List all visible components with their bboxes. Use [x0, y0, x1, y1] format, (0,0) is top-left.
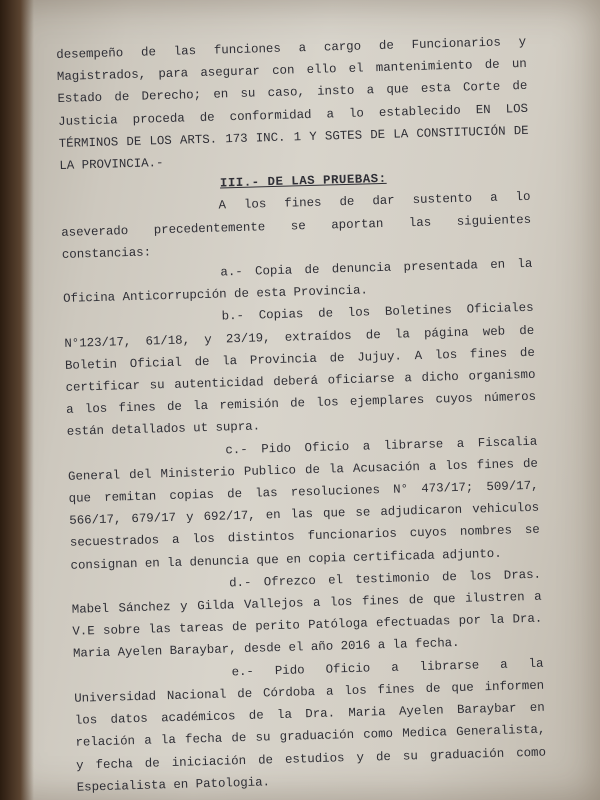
opening-paragraph: [56, 31, 530, 177]
text-line: 566/17, 679/17 y 692/17, en las que se adjudicaron vehiculos: [69, 500, 540, 529]
text-line: aseverado precedentemente se aportan las siguientes: [61, 212, 532, 240]
text-line: a.- Copia de denuncia presentada en la: [220, 256, 533, 280]
text-line: Boletin Oficial de la Provincia de Jujuy. A los fines de: [64, 345, 535, 373]
text-line: N°123/17, 61/18, y 23/19, extraídos de la página web de: [64, 323, 535, 351]
item-d: [71, 564, 543, 666]
desk-edge: [0, 0, 34, 800]
text-line: b.- Copias de los Boletines Oficiales: [221, 301, 534, 324]
text-line: V.E sobre las tareas de perito Patóloga efectuadas por la Dra.: [72, 611, 543, 640]
text-line: Justicia proceda de conformidad a lo establecido EN LOS: [57, 101, 529, 129]
text-line: Magistrados, para asegurar con ello el mantenimiento de un: [56, 57, 527, 85]
text-line: y fecha de iniciación de estudios y de su graduación como: [75, 745, 547, 773]
text-line: están detallados ut supra.: [66, 419, 261, 440]
text-line: los datos académicos de la Dra. Maria Ayelen Baraybar en: [74, 700, 545, 728]
item-b: [63, 297, 537, 443]
text-line: Maria Ayelen Baraybar, desde el año 2016 a la fecha.: [72, 636, 460, 662]
text-line: Universidad Nacional de Córdoba a los fines de que informen: [74, 678, 545, 706]
text-line: constancias:: [61, 245, 152, 262]
text-line: relación a la fecha de su graduación como Medica Generalista,: [75, 722, 546, 751]
text-line: Especialista en Patologia.: [76, 775, 271, 795]
text-line: d.- Ofrezco el testimonio de los Dras.: [228, 567, 542, 591]
text-line: Mabel Sánchez y Gilda Vallejos a los fines de que ilustren a: [71, 589, 542, 617]
document-body: [56, 31, 547, 799]
text-line: c.- Pido Oficio a librarse a Fiscalia: [225, 434, 538, 458]
text-line: Estado de Derecho; en su caso, insto a que esta Corte de: [57, 79, 528, 107]
text-line: TÉRMINOS DE LOS ARTS. 173 INC. 1 Y SGTES DE LA CONSTITUCIÓN DE: [58, 123, 529, 151]
text-line: consignan en la denuncia que en copia certificada adjunto.: [70, 546, 502, 573]
text-line: secuestrados a los distintos funcionarios cuyos nombres se: [69, 523, 540, 551]
item-e: [73, 652, 547, 798]
text-line: General del Ministerio Publico de la Acusación a los fines de: [67, 456, 539, 484]
section-heading: III.- DE LAS PRUEBAS:: [219, 172, 387, 191]
text-line: LA PROVINCIA.-: [59, 156, 164, 173]
text-line: desempeño de las funciones a cargo de Funcionarios y: [56, 34, 527, 62]
text-line: Oficina Anticorrupción de esta Provincia.: [62, 283, 369, 307]
item-c: [67, 430, 541, 576]
text-line: que remitan copias de las resoluciones N° 473/17; 509/17,: [68, 478, 539, 506]
text-line: e.- Pido Oficio a librarse a la: [231, 656, 544, 680]
text-line: a los fines de la remisión de los ejemplares cuyos números: [66, 389, 537, 418]
text-line: A los fines de dar sustento a lo: [218, 190, 531, 213]
text-line: certificar su autenticidad deberá oficiarse a dicho organismo: [65, 367, 536, 395]
